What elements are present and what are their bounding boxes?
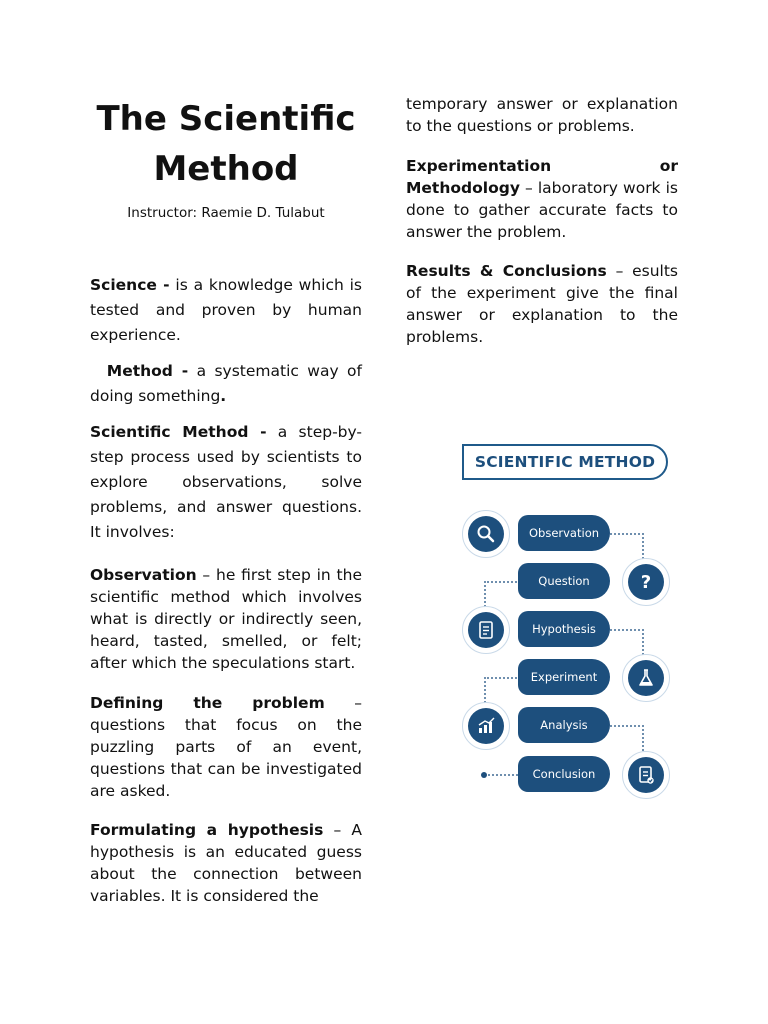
flask-icon [628, 660, 664, 696]
science-term: Science - [90, 276, 170, 294]
connector-line [610, 725, 644, 755]
step-observation: Observation [518, 515, 610, 551]
method-definition [90, 359, 362, 409]
question-icon: ? [628, 564, 664, 600]
instructor-line: Instructor: Raemie D. Tulabut [127, 205, 325, 221]
step-hypothesis: Hypothesis [518, 611, 610, 647]
results-term: Results & Conclusions [406, 262, 607, 280]
infographic-title: SCIENTIFIC METHOD [462, 444, 668, 480]
experimentation-term: Experimentation or Methodology [406, 157, 678, 197]
observation-term: Observation [90, 566, 197, 584]
method-term: Method - [106, 362, 189, 380]
results-text: – esults of the experiment give the final answer or explanation to the problems. [406, 262, 679, 346]
experiment-icon-ring [622, 654, 670, 702]
step-experiment: Experiment [518, 659, 610, 695]
experimentation-text: – laboratory work is done to gather accurate facts to answer the problem. [406, 179, 678, 241]
method-text: a systematic way of doing something [90, 362, 362, 405]
science-definition [90, 273, 362, 348]
title-line-1: The Scientific [96, 99, 356, 139]
defining-problem-term: Defining the problem [90, 694, 325, 712]
observation-definition [90, 564, 362, 674]
clipboard-icon [468, 612, 504, 648]
checklist-icon [628, 757, 664, 793]
science-text: is a knowledge which is tested and proven by human experience. [90, 276, 362, 344]
hypothesis-icon-ring [462, 606, 510, 654]
step-conclusion: Conclusion [518, 756, 610, 792]
question-icon-ring [622, 558, 670, 606]
scientific-method-term: Scientific Method - [90, 423, 267, 441]
magnifier-icon [468, 516, 504, 552]
scientific-method-definition [90, 420, 362, 545]
observation-text: – he first step in the scientific method which involves what is directly or indirectly seen, heard, tasted, smelled, or felt; after which the speculations start. [90, 566, 362, 672]
conclusion-icon-ring [622, 751, 670, 799]
scientific-method-text: a step-by-step process used by scientists to explore observations, solve problems, and answer questions. It involves: [90, 423, 362, 541]
chart-icon [468, 708, 504, 744]
step-analysis: Analysis [518, 707, 610, 743]
title-line-2: Method [153, 149, 299, 189]
observation-icon-ring [462, 510, 510, 558]
analysis-icon-ring [462, 702, 510, 750]
method-end: . [220, 387, 227, 405]
scientific-method-infographic [448, 432, 696, 810]
hypothesis-term: Formulating a hypothesis [90, 821, 324, 839]
experimentation-definition [406, 155, 678, 243]
step-question: Question [518, 563, 610, 599]
connector-dot [481, 772, 487, 778]
hypothesis-definition [90, 819, 362, 907]
defining-problem-text: – questions that focus on the puzzling parts of an event, questions that can be investigated are asked. [90, 694, 362, 800]
hypothesis-text: – A hypothesis is an educated guess about the connection between variables. It is considered the [90, 821, 362, 905]
document-title [90, 94, 362, 194]
results-definition [406, 260, 678, 348]
defining-problem-definition [90, 692, 362, 802]
hypothesis-continued: temporary answer or explanation to the questions or problems. [406, 95, 678, 135]
connector-line [484, 774, 518, 776]
